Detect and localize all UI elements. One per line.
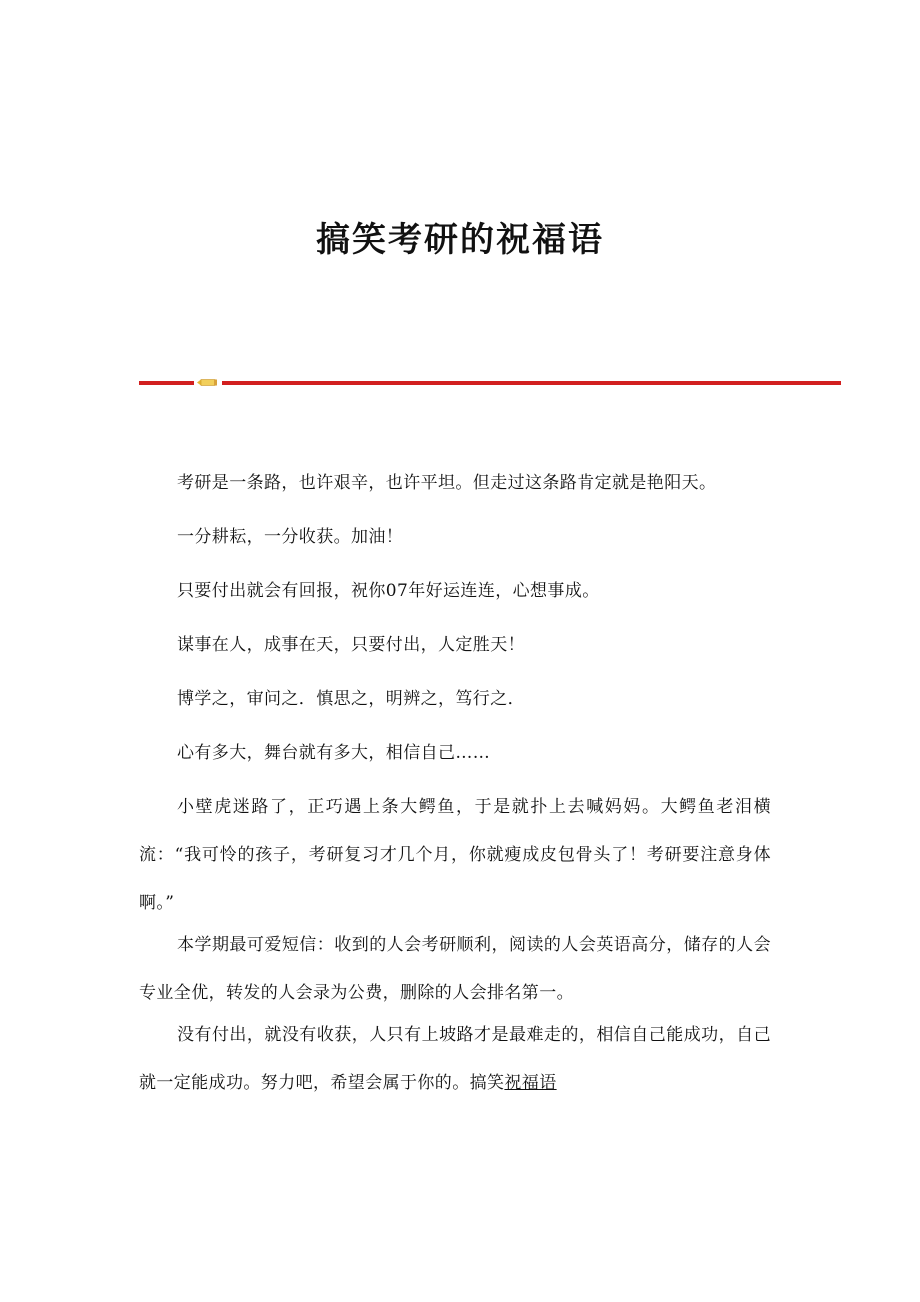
paragraph: 只要付出就会有回报，祝你07年好运连连，心想事成。 (177, 581, 600, 601)
paragraph: 考研是一条路，也许艰辛，也许平坦。但走过这条路肯定就是艳阳天。 (177, 473, 717, 493)
title-divider (139, 379, 841, 387)
paragraph: 小壁虎迷路了，正巧遇上条大鳄鱼，于是就扑上去喊妈妈。大鳄鱼老泪横流：“我可怜的孩子，考研复习才几个月，你就瘦成皮包骨头了！考研要注意身体啊。” (139, 797, 771, 913)
paragraph: 一分耕耘，一分收获。加油！ (177, 527, 404, 547)
paragraph-last-text: 没有付出，就没有收获，人只有上坡路才是最难走的，相信自己能成功，自己就一定能成功。努力吧，希望会属于你的。搞笑 (139, 1025, 771, 1093)
blessing-link[interactable]: 祝福语 (504, 1073, 557, 1093)
paragraph: 博学之，审问之．慎思之，明辨之，笃行之． (177, 689, 525, 709)
divider-line-right (222, 381, 841, 385)
page-title: 搞笑考研的祝福语 (316, 220, 604, 260)
paragraph: 本学期最可爱短信：收到的人会考研顺利，阅读的人会英语高分，储存的人会专业全优，转发的人会录为公费，删除的人会排名第一。 (139, 935, 771, 1003)
divider-line-left (139, 381, 194, 385)
paragraph: 心有多大，舞台就有多大，相信自己…… (177, 743, 491, 763)
pencil-ornament-icon (197, 379, 217, 386)
paragraph: 谋事在人，成事在天，只要付出，人定胜天！ (177, 635, 525, 655)
paragraph-last (139, 1011, 771, 1107)
document-body (139, 467, 771, 1109)
